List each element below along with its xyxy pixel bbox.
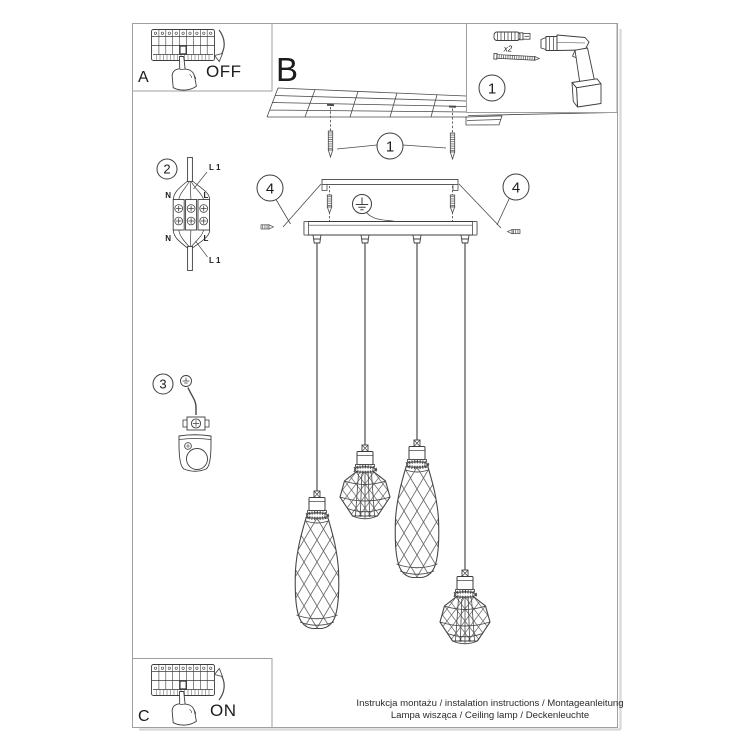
wire-label-l1-top: L 1 [209,163,221,172]
callout-3: 3 [159,376,167,392]
step-b-label: B [276,51,299,88]
mounting-bracket [322,180,458,185]
callout-2: 2 [163,161,171,177]
on-label: ON [210,701,237,720]
off-label: OFF [206,62,242,81]
earth-symbol-small-icon [181,376,192,387]
panel-c-label: C [138,708,150,725]
wire-label-l-top: L [203,191,209,200]
panel-1-hardware [467,24,618,113]
footer-line-2: Lampa wisząca / Ceiling lamp / Deckenleuchte [390,710,590,721]
callout-4-left: 4 [265,180,275,198]
callout-1-screws: 1 [385,138,395,156]
wire-label-l1-bottom: L 1 [209,256,221,265]
main-frame [133,24,618,728]
wire-label-n-bottom: N [165,234,171,243]
panel-a-label: A [138,69,149,86]
anchor-qty-label: x2 [503,44,513,54]
canopy-bar [304,222,477,236]
panel-c-power-on [133,659,273,728]
wire-label-n-top: N [165,191,171,200]
panel-a-power-off [133,24,273,92]
footer-line-1: Instrukcja montażu / instalation instructions / Montageanleitung [356,698,624,709]
wire-label-l-bottom: L [203,234,209,243]
callout-1-box: 1 [487,80,497,98]
wall-anchor-icon [494,32,530,41]
callout-4-right: 4 [511,179,521,197]
